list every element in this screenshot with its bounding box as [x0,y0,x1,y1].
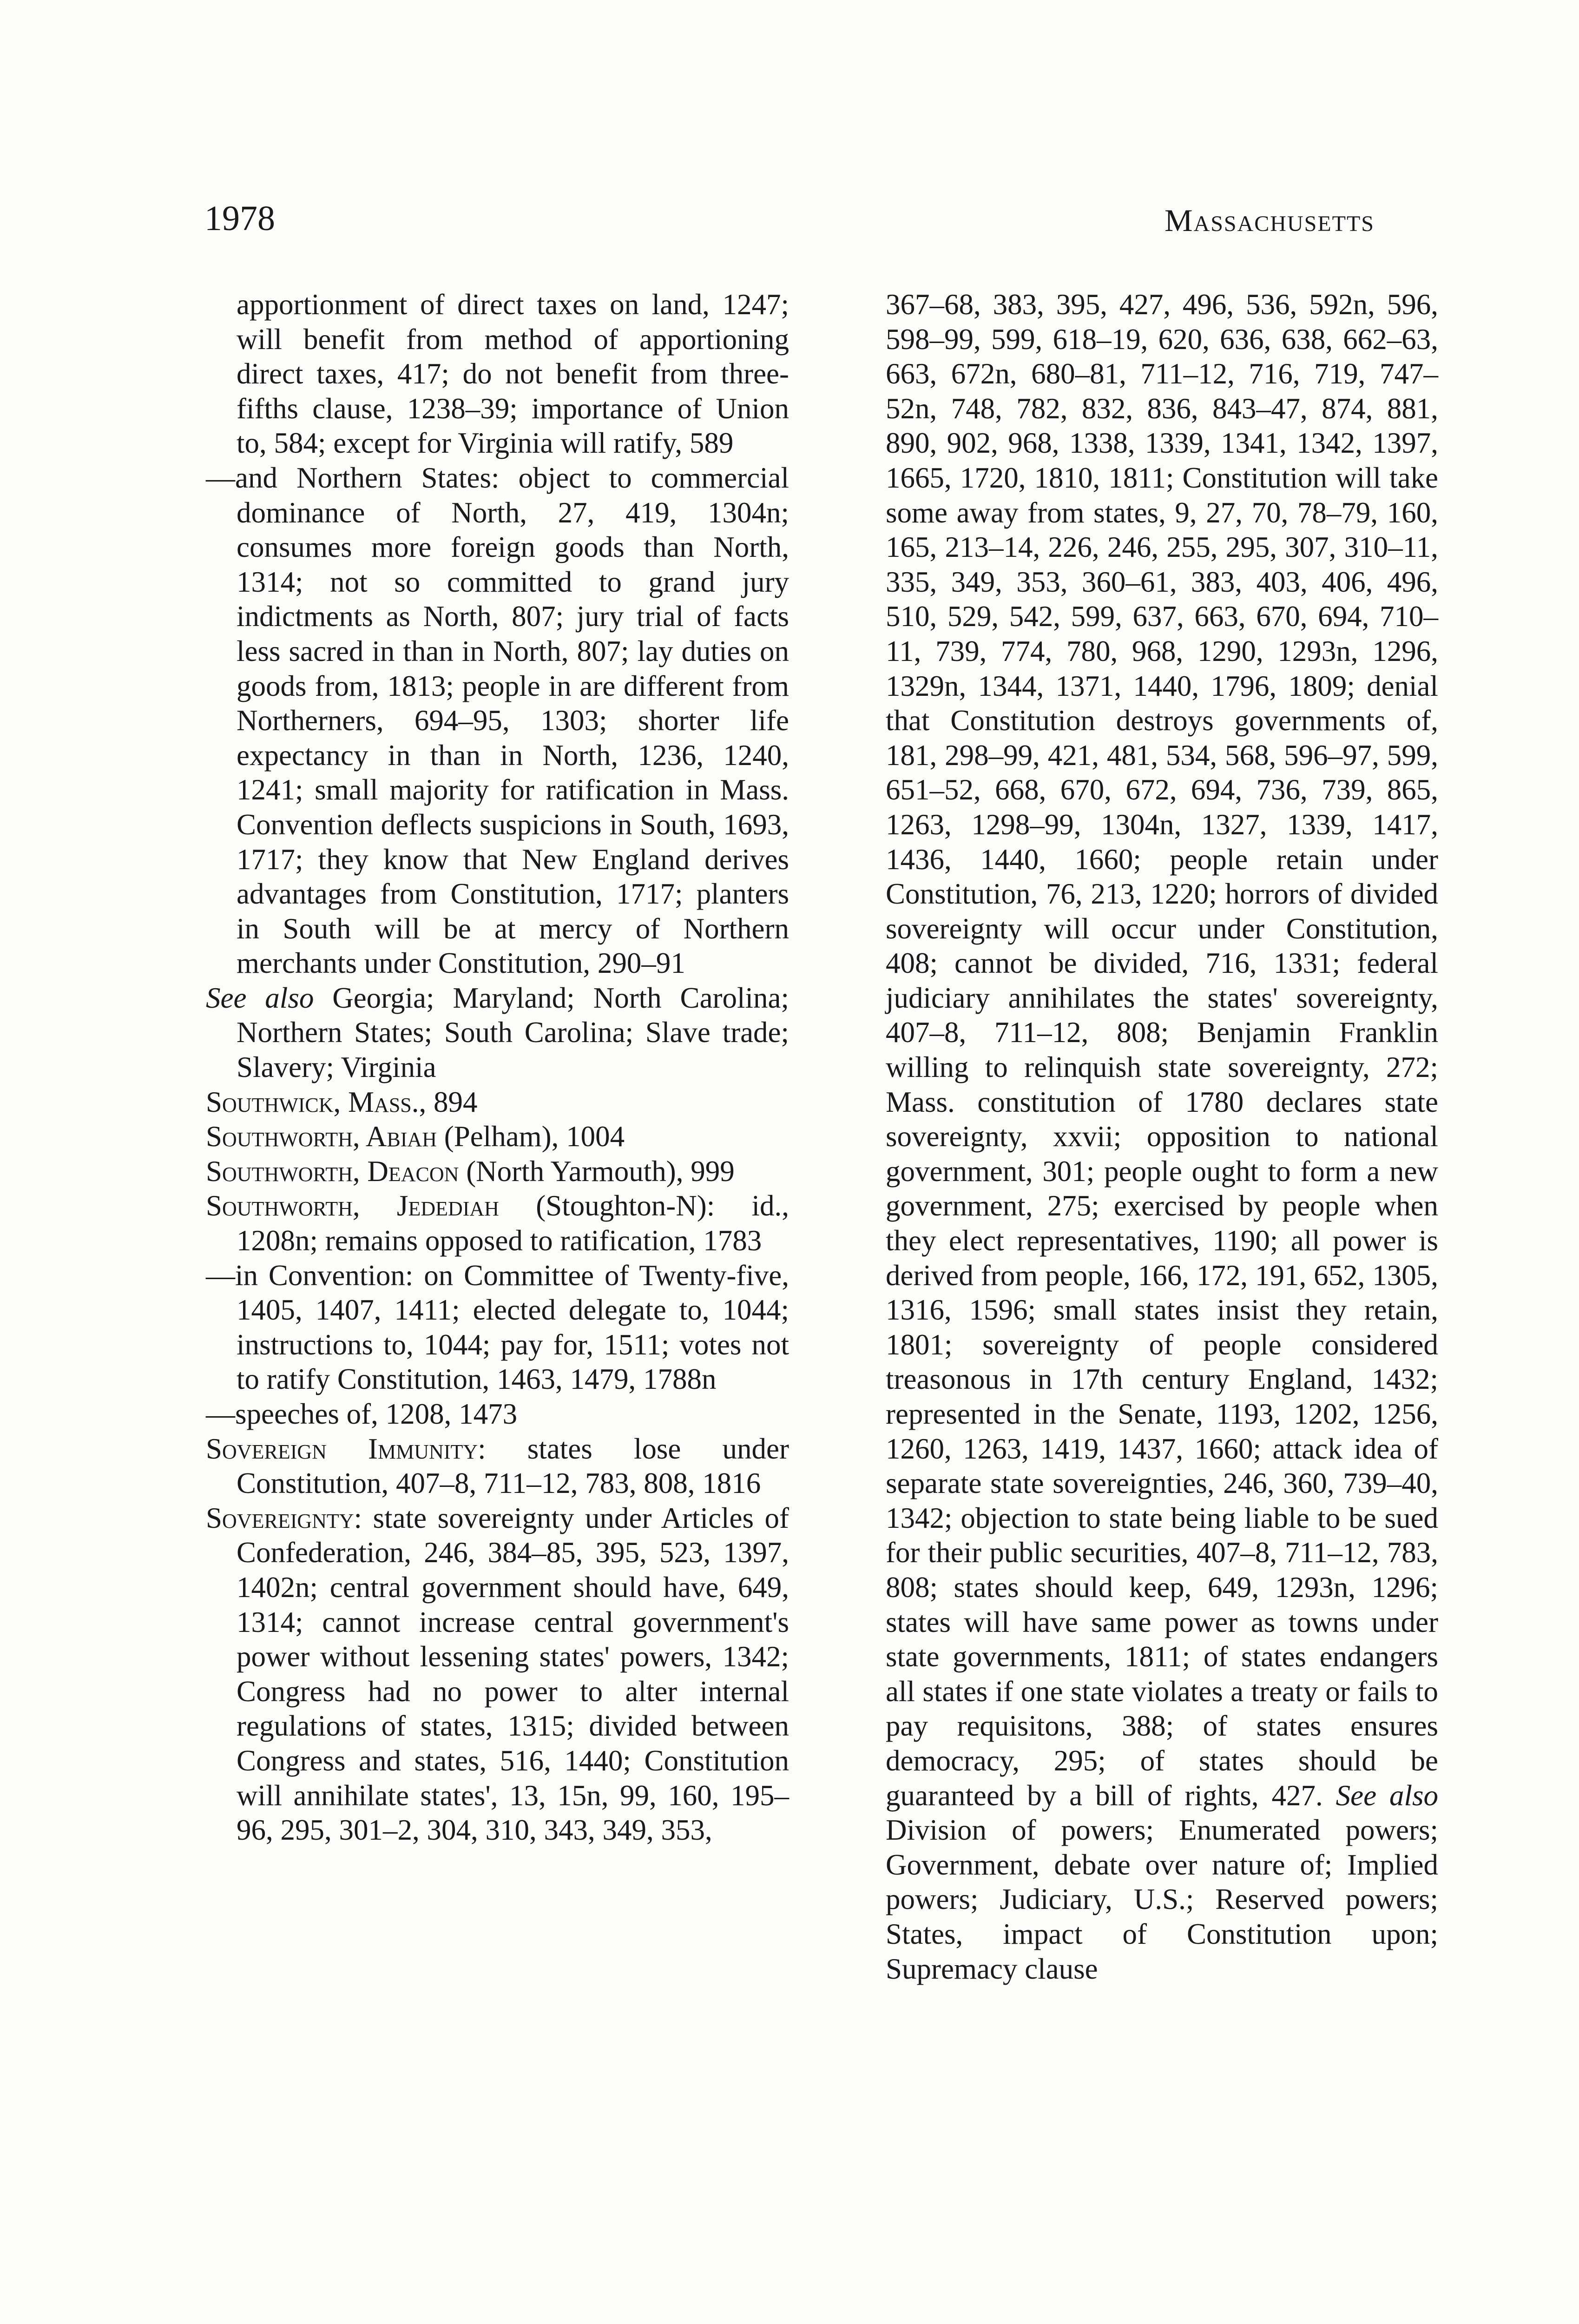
index-entry-southworth-jedediah [206,1188,789,1258]
index-subentry-northern-states [206,461,789,981]
entry-text: apportionment of direct taxes on land, 1247; will benefit from method of apportioning direct taxes, 417; do not benefit from three-fifths clause, 1238–39; importance of Union to, 584; except for Virginia will ratify, 589 [237,288,789,460]
right-column [855,287,1438,1986]
index-subentry-speeches [206,1397,789,1432]
entry-text: (North Yarmouth), 999 [459,1155,735,1188]
index-see-also [206,981,789,1085]
entry-heading: Southworth, Abiah [206,1120,437,1153]
index-entry-sovereignty [206,1501,789,1848]
see-also-label: See also [206,981,314,1014]
index-entry-southwick [206,1085,789,1120]
left-column [206,287,789,1848]
entry-text: Georgia; Maryland; North Carolina; Northern States; South Carolina; Slave trade; Slavery; Virginia [237,981,789,1084]
entry-heading: Sovereignty [206,1501,354,1534]
entry-text: : state sovereignty under Articles of Confederation, 246, 384–85, 395, 523, 1397, 1402n; central government should have, 649, 1314; cannot increase central government's power without lessening states' powers, 1342; Congress had no power to alter internal regulations of states, 1315; divided between Congress and states, 516, 1440; Constitution will annihilate states', 13, 15n, 99, 160, 195–96, 295, 301–2, 304, 310, 343, 349, 353, [237,1501,789,1847]
index-entry-southworth-abiah [206,1119,789,1154]
index-entry-sovereign-immunity [206,1432,789,1501]
running-head: Massachusetts [1165,203,1375,238]
index-subentry-in-convention [206,1258,789,1397]
entry-text: Division of powers; Enumerated powers; Government, debate over nature of; Implied powers; Judiciary, U.S.; Reserved powers; States, impact of Constitution upon; Supremacy clause [886,1814,1438,1985]
page-number: 1978 [204,199,275,238]
entry-text: —and Northern States: object to commercial dominance of North, 27, 419, 1304n; consumes more foreign goods than North, 1314; not so committed to grand jury indictments as North, 807; jury trial of facts less sacred in than in North, 807; lay duties on goods from, 1813; people in are different from Northerners, 694–95, 1303; shorter life expectancy in than in North, 1236, 1240, 1241; small majority for ratification in Mass. Convention deflects suspicions in South, 1693, 1717; they know that New England derives advantages from Constitution, 1717; planters in South will be at mercy of Northern merchants under Constitution, 290–91 [206,461,789,980]
entry-heading: Southworth, Jedediah [206,1189,499,1222]
index-entry-continuation [206,287,789,461]
entry-text: (Stoughton-N): id., 1208n; remains opposed to ratification, 1783 [237,1189,789,1257]
entry-heading: Sovereign Immunity [206,1432,478,1465]
entry-text: 367–68, 383, 395, 427, 496, 536, 592n, 596, 598–99, 599, 618–19, 620, 636, 638, 662–63, 663, 672n, 680–81, 711–12, 716, 719, 747–52n, 748, 782, 832, 836, 843–47, 874, 881, 890, 902, 968, 1338, 1339, 1341, 1342, 1397, 1665, 1720, 1810, 1811; Constitution will take some away from states, 9, 27, 70, 78–79, 160, 165, 213–14, 226, 246, 255, 295, 307, 310–11, 335, 349, 353, 360–61, 383, 403, 406, 496, 510, 529, 542, 599, 637, 663, 670, 694, 710–11, 739, 774, 780, 968, 1290, 1293n, 1296, 1329n, 1344, 1371, 1440, 1796, 1809; denial that Constitution destroys governments of, 181, 298–99, 421, 481, 534, 568, 596–97, 599, 651–52, 668, 670, 672, 694, 736, 739, 865, 1263, 1298–99, 1304n, 1327, 1339, 1417, 1436, 1440, 1660; people retain under Constitution, 76, 213, 1220; horrors of divided sovereignty will occur under Constitution, 408; cannot be divided, 716, 1331; federal judiciary annihilates the states' sovereignty, 407–8, 711–12, 808; Benjamin Franklin willing to relinquish state sovereignty, 272; Mass. constitution of 1780 declares state sovereignty, xxvii; opposition to national government, 301; people ought to form a new government, 275; exercised by people when they elect representatives, 1190; all power is derived from people, 166, 172, 191, 652, 1305, 1316, 1596; small states insist they retain, 1801; sovereignty of people considered treasonous in 17th century England, 1432; represented in the Senate, 1193, 1202, 1256, 1260, 1263, 1419, 1437, 1660; attack idea of separate state sovereignties, 246, 360, 739–40, 1342; objection to state being liable to be sued for their public securities, 407–8, 711–12, 783, 808; states should keep, 649, 1293n, 1296; states will have same power as towns under state governments, 1811; of states endangers all states if one state violates a treaty or fails to pay requisitons, 388; of states ensures democracy, 295; of states should be guaranteed by a bill of rights, 427. [886,288,1438,1812]
entry-text: (Pelham), 1004 [436,1120,625,1153]
entry-text: : states lose under Constitution, 407–8, 711–12, 783, 808, 1816 [237,1432,789,1500]
entry-text: , 894 [419,1085,478,1118]
index-entry-sovereignty-continued [855,287,1438,1986]
entry-heading: Southworth, Deacon [206,1155,459,1188]
see-also-label: See also [1322,1779,1438,1812]
entry-text: —in Convention: on Committee of Twenty-five, 1405, 1407, 1411; elected delegate to, 1044; instructions to, 1044; pay for, 1511; votes not to ratify Constitution, 1463, 1479, 1788n [206,1259,789,1396]
entry-text: —speeches of, 1208, 1473 [206,1398,518,1430]
index-entry-southworth-deacon [206,1154,789,1189]
entry-heading: Southwick, Mass. [206,1085,419,1118]
